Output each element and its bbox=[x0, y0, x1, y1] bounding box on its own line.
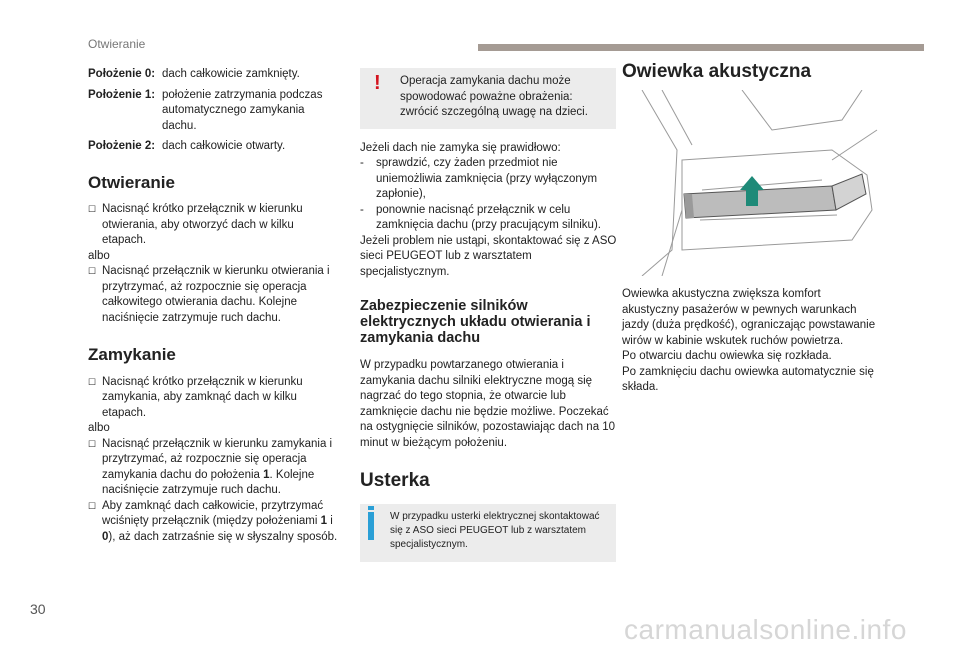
column-left bbox=[88, 67, 340, 545]
owiewka-heading: Owiewka akustyczna bbox=[622, 61, 812, 82]
dash-marker: - bbox=[360, 157, 364, 169]
wind-deflector-illustration bbox=[622, 90, 882, 276]
dash-marker: - bbox=[360, 203, 364, 216]
bullet-icon: ☐ bbox=[88, 500, 97, 511]
info-icon bbox=[368, 512, 374, 540]
warning-icon: ! bbox=[374, 72, 381, 94]
position-value: dach całkowicie zamknięty. bbox=[162, 68, 300, 80]
bullet-icon: ☐ bbox=[88, 438, 97, 449]
zabezpieczenie-text: W przypadku powtarzanego otwierania i zamykania dachu silniki elektryczne mogą się nagrzać do tego stopnia, że otwarcie lub zamknięcie dachu nie będzie możliwe. Poczekać na ostygnięcie silników, pozostawiając dach na 10 minut w bieżącym położeniu. bbox=[360, 359, 616, 449]
text-part: . Kolejne naciśnięcie zatrzymuje ruch dachu. bbox=[102, 468, 315, 496]
text-bold: 1 bbox=[320, 515, 327, 527]
bullet-text bbox=[102, 499, 340, 546]
problem-intro: Jeżeli dach nie zamyka się prawidłowo: bbox=[360, 141, 561, 154]
bullet-item bbox=[88, 264, 340, 326]
watermark: carmanualsonline.info bbox=[624, 614, 907, 645]
otwieranie-heading: Otwieranie bbox=[88, 172, 175, 192]
text-part: ), aż dach zatrzaśnie się w słyszalny sposób. bbox=[108, 530, 338, 543]
header-bar bbox=[478, 44, 924, 51]
albo-text: albo bbox=[88, 422, 110, 434]
text-bold: 0 bbox=[102, 530, 109, 543]
position-key: Położenie 0: bbox=[88, 68, 156, 80]
column-right bbox=[622, 61, 880, 396]
bullet-text: Nacisnąć przełącznik w kierunku otwierania i przytrzymać, aż rozpocznie się operacja całkowitego otwierania dachu. Kolejne naciśnięcie zatrzymuje ruch dachu. bbox=[102, 265, 330, 324]
bullet-icon: ☐ bbox=[88, 204, 97, 214]
bullet-text bbox=[102, 437, 340, 499]
albo-text: albo bbox=[88, 249, 110, 262]
problem-outro: Jeżeli problem nie ustąpi, skontaktować się z ASO sieci PEUGEOT lub z warsztatem specjalistycznym. bbox=[360, 234, 617, 278]
position-value: dach całkowicie otwarty. bbox=[162, 140, 286, 152]
bullet-icon: ☐ bbox=[88, 266, 97, 276]
position-row bbox=[88, 88, 340, 135]
text-part: Nacisnąć przełącznik w kierunku zamykania i przytrzymać, aż rozpocznie się operacja zamykania dachu do położenia bbox=[102, 437, 333, 481]
position-row bbox=[88, 67, 340, 83]
bullet-item bbox=[88, 499, 340, 546]
zabezpieczenie-heading: Zabezpieczenie silników elektrycznych układu otwierania i zamykania dachu bbox=[360, 298, 591, 346]
position-row bbox=[88, 139, 340, 155]
dash-item bbox=[360, 156, 618, 203]
bullet-item bbox=[88, 437, 340, 499]
bullet-item bbox=[88, 375, 340, 422]
dash-text: sprawdzić, czy żaden przedmiot nie uniemożliwia zamknięcia (przy wyłączonym zapłonie), bbox=[376, 157, 598, 200]
bullet-icon: ☐ bbox=[88, 376, 97, 387]
header-title: Otwieranie bbox=[88, 37, 146, 51]
text-bold: 1 bbox=[263, 468, 270, 481]
usterka-heading: Usterka bbox=[360, 470, 430, 491]
warning-text: Operacja zamykania dachu może spowodować poważne obrażenia: zwrócić szczególną uwagę na dzieci. bbox=[400, 75, 588, 118]
text-part: i bbox=[327, 515, 333, 527]
bullet-text: Nacisnąć krótko przełącznik w kierunku otwierania, aby otworzyć dach w kilku etapach. bbox=[102, 203, 303, 246]
position-key: Położenie 2: bbox=[88, 140, 156, 152]
bullet-item bbox=[88, 202, 340, 249]
column-middle bbox=[360, 68, 618, 562]
position-value: położenie zatrzymania podczas automatycznego zamykania dachu. bbox=[162, 88, 323, 132]
owiewka-text-2: Po otwarciu dachu owiewka się rozkłada. bbox=[622, 350, 832, 362]
owiewka-text-3: Po zamknięciu dachu owiewka automatycznie się składa. bbox=[622, 365, 874, 393]
page-number: 30 bbox=[30, 601, 46, 617]
zamykanie-heading: Zamykanie bbox=[88, 345, 176, 364]
info-text: W przypadku usterki elektrycznej skontaktować się z ASO sieci PEUGEOT lub z warsztatem specjalistycznym. bbox=[390, 510, 600, 550]
warning-box bbox=[360, 68, 616, 129]
text-part: Aby zamknąć dach całkowicie, przytrzymać wciśnięty przełącznik (między położeniami bbox=[102, 499, 324, 527]
dash-text: ponownie nacisnąć przełącznik w celu zamknięcia dachu (przy pracującym silniku). bbox=[376, 203, 601, 231]
info-box bbox=[360, 504, 616, 562]
owiewka-text-1: Owiewka akustyczna zwiększa komfort akustyczny pasażerów w pewnych warunkach jazdy (duża prędkość), ograniczając powstawanie wirów w kabinie wskutek ruchów powietrza. bbox=[622, 288, 876, 347]
bullet-text: Nacisnąć krótko przełącznik w kierunku zamykania, aby zamknąć dach w kilku etapach. bbox=[102, 375, 303, 419]
position-key: Położenie 1: bbox=[88, 88, 156, 101]
dash-item bbox=[360, 203, 618, 234]
